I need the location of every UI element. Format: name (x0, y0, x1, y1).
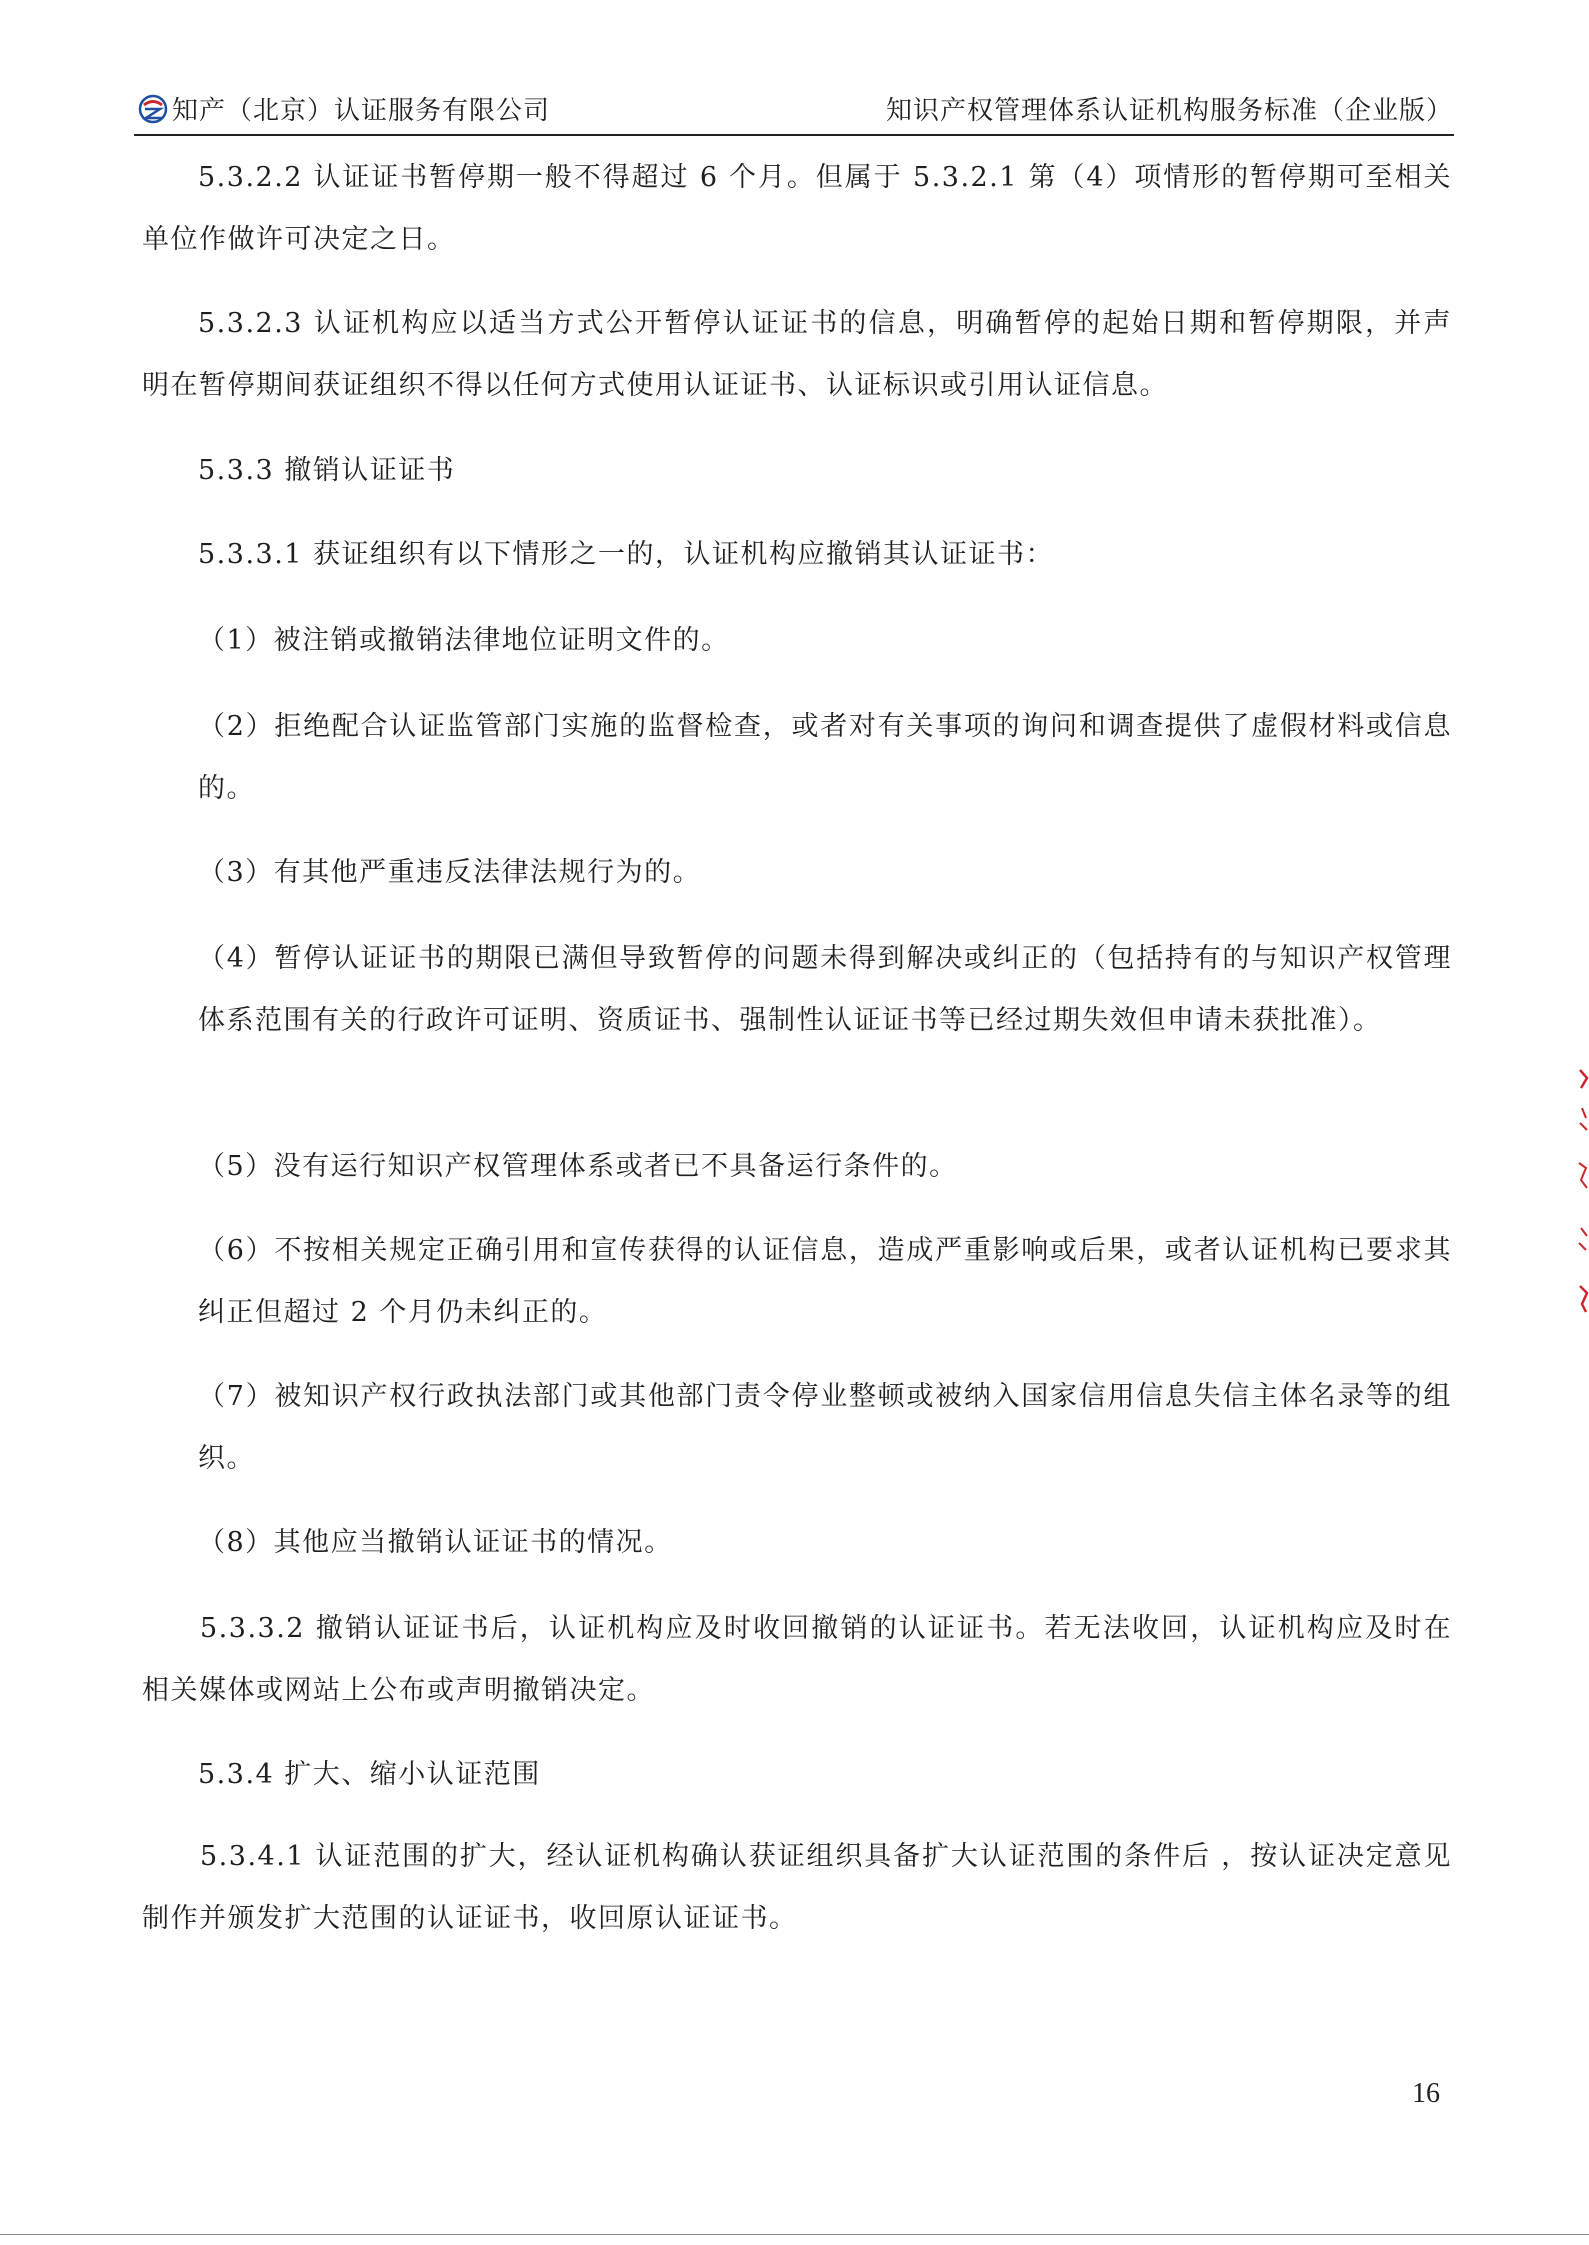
document-title: 知识产权管理体系认证机构服务标准（企业版） (885, 96, 1453, 126)
paragraph-5-3-2-2: 5.3.2.2 认证证书暂停期一般不得超过 6 个月。但属于 5.3.2.1 第（4）项情形的暂停期可至相关单位作做许可决定之日。 (142, 162, 1452, 255)
list-item-1: （1）被注销或撤销法律地位证明文件的。 (198, 625, 730, 656)
section-heading-5-3-4: 5.3.4 扩大、缩小认证范围 (198, 1759, 541, 1790)
list-item-5: （5）没有运行知识产权管理体系或者已不具备运行条件的。 (198, 1151, 958, 1182)
list-item-7: （7）被知识产权行政执法部门或其他部门责令停业整顿或被纳入国家信用信息失信主体名录等的组织。 (198, 1381, 1452, 1474)
scan-bottom-edge (0, 2234, 1589, 2235)
paragraph-5-3-3-1: 5.3.3.1 获证组织有以下情形之一的，认证机构应撤销其认证证书： (198, 539, 1055, 570)
paragraph-5-3-3-2: 5.3.3.2 撤销认证证书后，认证机构应及时收回撤销的认证证书。若无法收回，认证机构应及时在相关媒体或网站上公布或声明撤销决定。 (142, 1613, 1452, 1706)
list-item-4: （4）暂停认证证书的期限已满但导致暂停的问题未得到解决或纠正的（包括持有的与知识产权管理体系范围有关的行政许可证明、资质证书、强制性认证证书等已经过期失效但申请未获批准）。 (198, 943, 1452, 1036)
company-logo-icon (138, 94, 168, 124)
list-item-8: （8）其他应当撤销认证证书的情况。 (198, 1527, 673, 1558)
header-company (138, 90, 550, 127)
seal-stamp-edge (1576, 1068, 1589, 1338)
list-item-2: （2）拒绝配合认证监管部门实施的监督检查，或者对有关事项的询问和调查提供了虚假材料或信息的。 (198, 711, 1452, 804)
list-item-6: （6）不按相关规定正确引用和宣传获得的认证信息，造成严重影响或后果，或者认证机构已要求其纠正但超过 2 个月仍未纠正的。 (198, 1235, 1452, 1328)
list-item-3: （3）有其他严重违反法律法规行为的。 (198, 857, 702, 888)
paragraph-5-3-4-1: 5.3.4.1 认证范围的扩大，经认证机构确认获证组织具备扩大认证范围的条件后 ，按认证决定意见制作并颁发扩大范围的认证证书，收回原认证证书。 (142, 1841, 1452, 1934)
paragraph-5-3-2-3: 5.3.2.3 认证机构应以适当方式公开暂停认证证书的信息，明确暂停的起始日期和暂停期限，并声明在暂停期间获证组织不得以任何方式使用认证证书、认证标识或引用认证信息。 (142, 308, 1452, 401)
company-name: 知产（北京）认证服务有限公司 (172, 96, 551, 126)
section-heading-5-3-3: 5.3.3 撤销认证证书 (198, 455, 456, 486)
header-divider (134, 134, 1454, 136)
page-header (138, 86, 1453, 134)
page-number: 16 (1412, 2078, 1440, 2109)
